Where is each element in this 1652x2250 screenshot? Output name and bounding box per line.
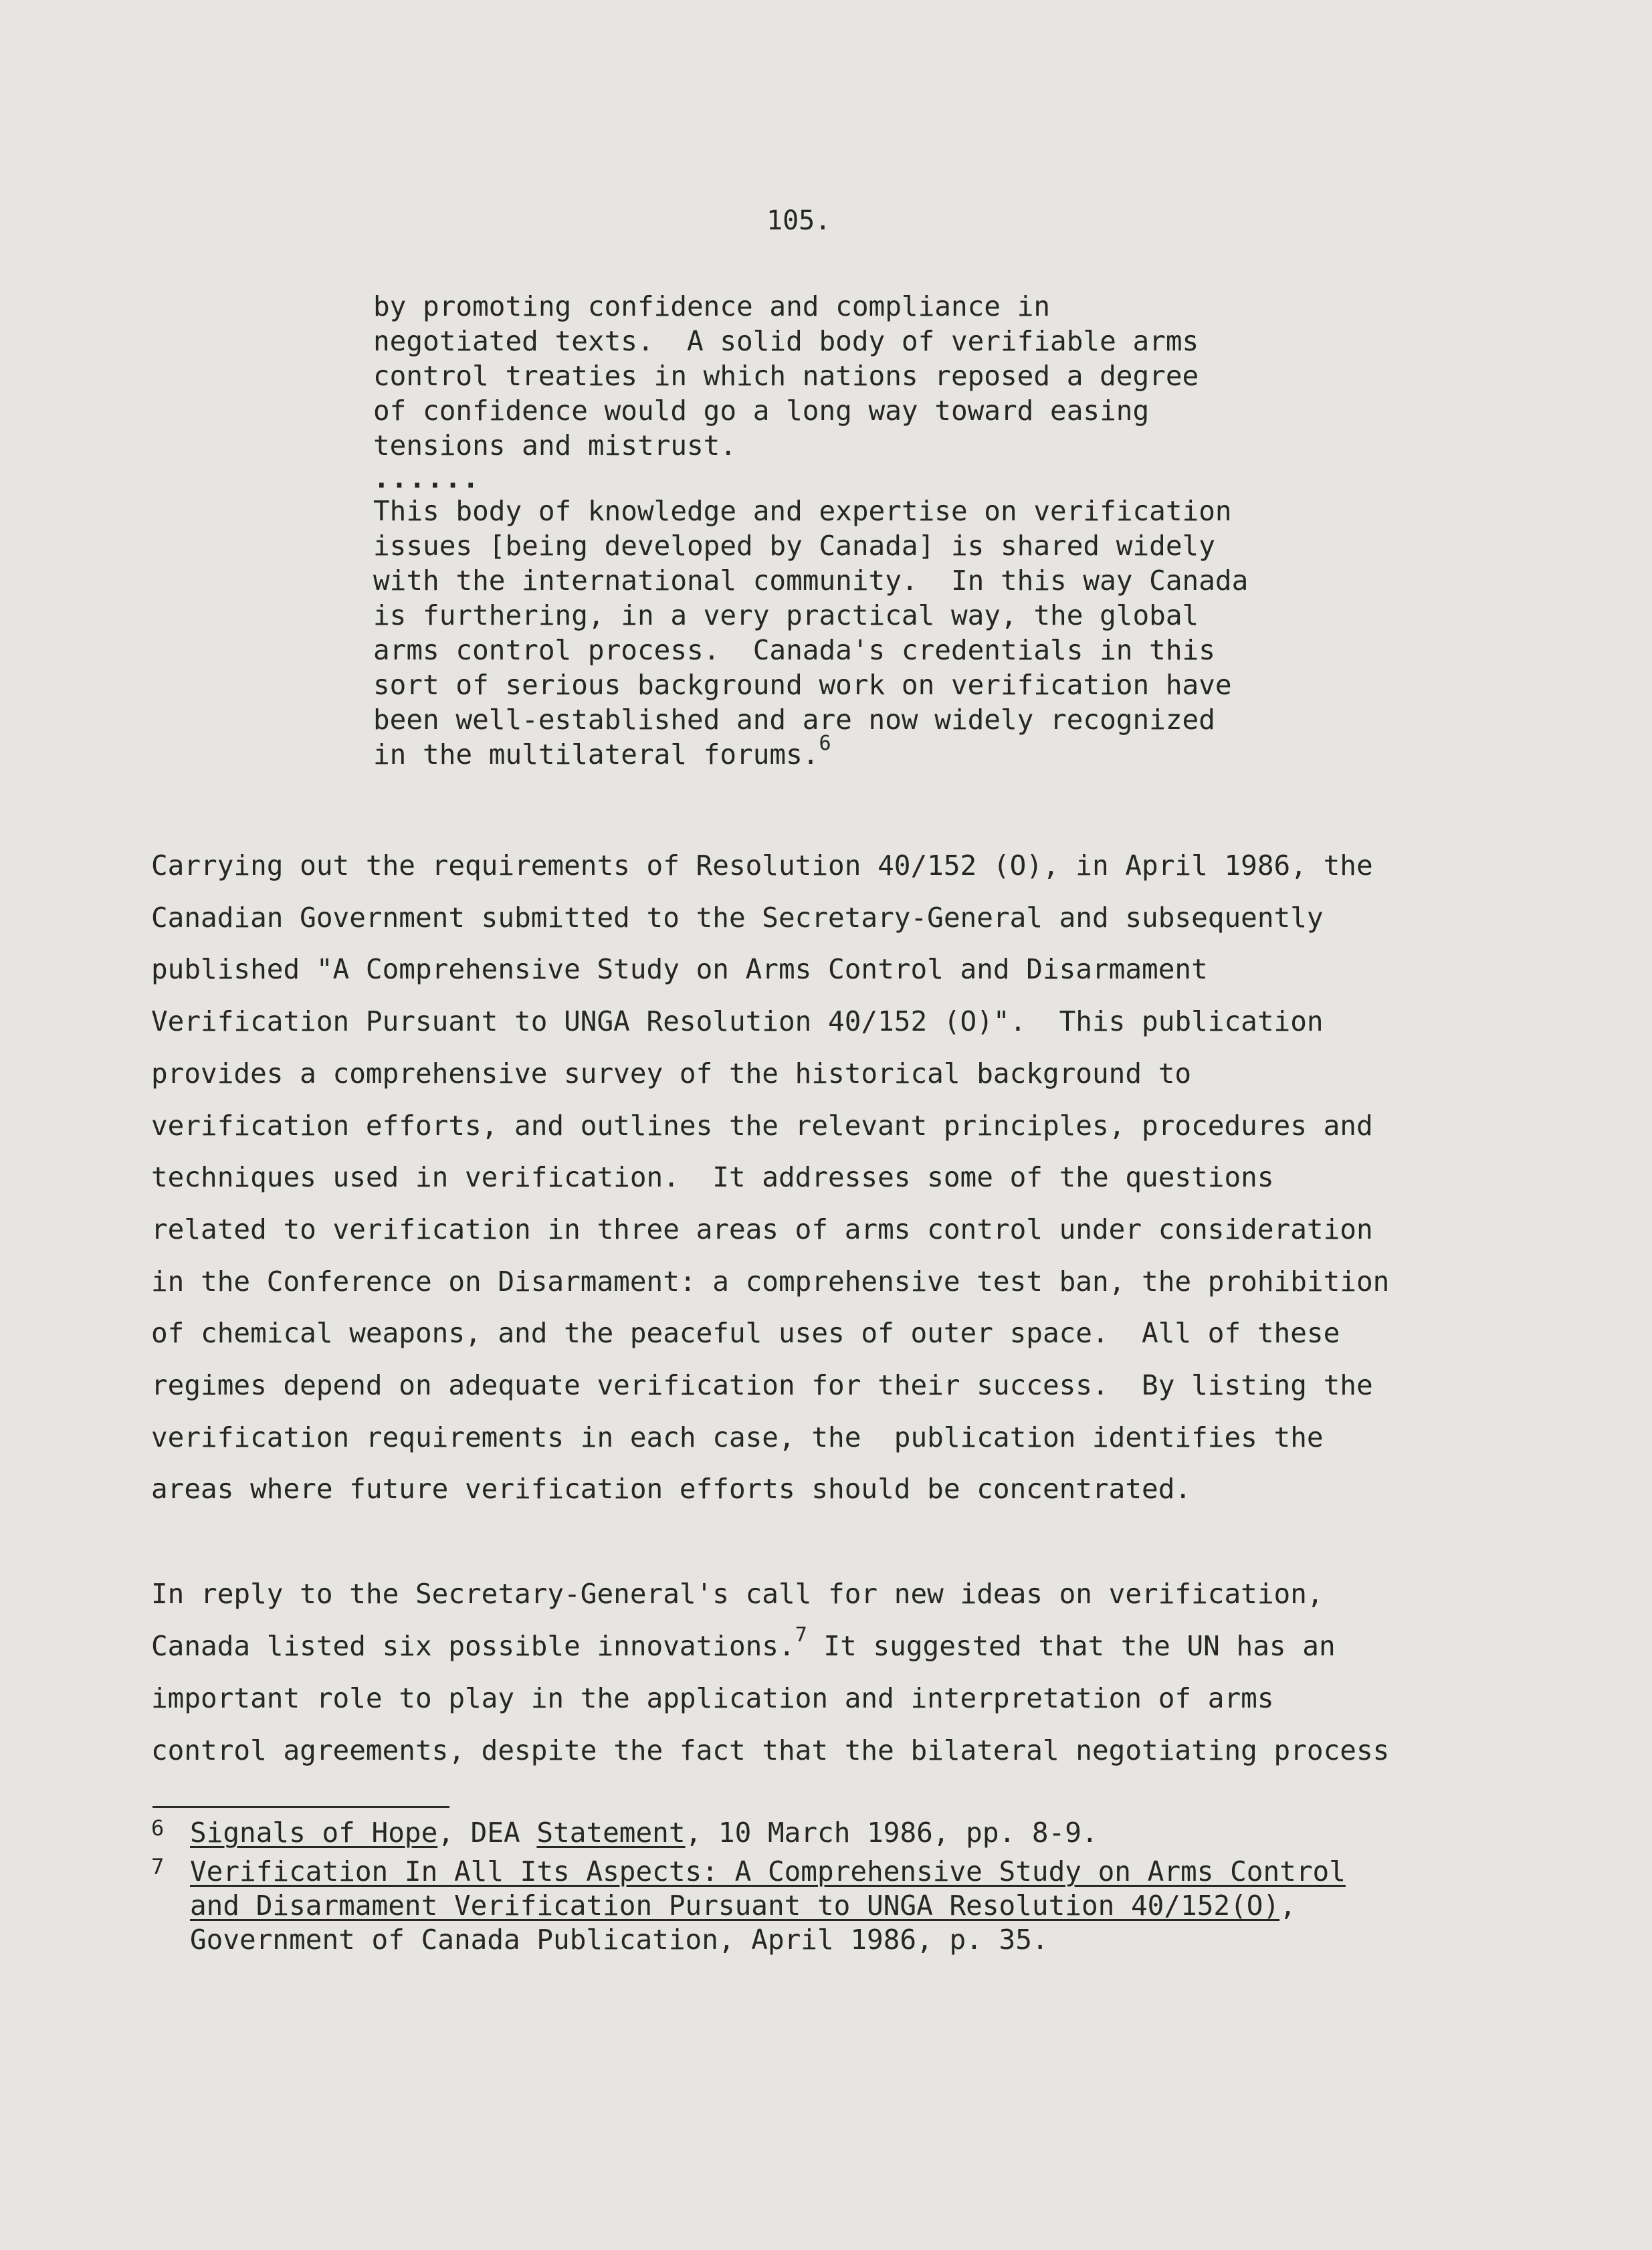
paragraph-line: Canadian Government submitted to the Secretary-General and subsequently	[151, 901, 1324, 934]
footnote-6	[151, 1811, 1556, 1850]
quote-line: negotiated texts. A solid body of verifiable arms	[373, 325, 1199, 357]
footnotes	[151, 1811, 1556, 1957]
quote-line: This body of knowledge and expertise on verification	[373, 495, 1232, 527]
paragraph-line: verification requirements in each case, the publication identifies the	[151, 1421, 1324, 1453]
footnote-7-publisher: Government of Canada Publication, April 1986, p. 35.	[190, 1924, 1049, 1956]
paragraph-line: In reply to the Secretary-General's call for new ideas on verification,	[151, 1578, 1324, 1610]
quote-line: issues [being developed by Canada] is shared widely	[373, 530, 1215, 562]
footnote-source: Statement	[536, 1817, 686, 1849]
paragraph-text: It suggested that the UN has an	[807, 1630, 1336, 1662]
quote-line: by promoting confidence and compliance in	[373, 290, 1051, 322]
paragraph-line: Verification Pursuant to UNGA Resolution 40/152 (O)". This publication	[151, 1005, 1324, 1038]
quote-line: of confidence would go a long way toward easing	[373, 395, 1150, 427]
paragraph-line	[151, 1620, 1529, 1672]
paragraph-1	[151, 840, 1529, 1516]
block-quote	[373, 289, 1376, 772]
footnote-7-continued	[151, 1889, 1556, 1923]
quote-line: arms control process. Canada's credentials in this	[373, 634, 1215, 666]
quote-line: control treaties in which nations reposed a degree	[373, 360, 1199, 392]
paragraph-text: Canada listed six possible innovations.	[151, 1630, 795, 1662]
quote-line: been well-established and are now widely recognized	[373, 704, 1215, 736]
paragraph-line: areas where future verification efforts should be concentrated.	[151, 1473, 1192, 1506]
paragraph-line: published "A Comprehensive Study on Arms Control and Disarmament	[151, 953, 1208, 986]
page-number: 105.	[766, 205, 831, 236]
quote-line: tensions and mistrust.	[373, 429, 737, 462]
paragraph-line: related to verification in three areas of arms control under consideration	[151, 1213, 1373, 1245]
quote-line: with the international community. In this way Canada	[373, 565, 1249, 597]
footnote-reference-7: 7	[795, 1623, 807, 1647]
paragraph-line: of chemical weapons, and the peaceful uses of outer space. All of these	[151, 1317, 1340, 1350]
paragraph-line: provides a comprehensive survey of the historical background to	[151, 1057, 1192, 1090]
footnote-divider	[152, 1806, 449, 1808]
footnote-text: , 10 March 1986, pp. 8-9.	[685, 1817, 1098, 1849]
footnote-mark: 6	[151, 1815, 165, 1841]
footnote-reference-6: 6	[819, 732, 831, 756]
quote-last-line-text: in the multilateral forums.	[373, 738, 819, 771]
paragraph-2	[151, 1568, 1529, 1776]
paragraph-line: techniques used in verification. It addresses some of the questions	[151, 1161, 1274, 1194]
paragraph-line: regimes depend on adequate verification for their success. By listing the	[151, 1369, 1373, 1402]
paragraph-line: Carrying out the requirements of Resolution 40/152 (O), in April 1986, the	[151, 849, 1373, 882]
quote-line	[373, 732, 1376, 772]
paragraph-line: in the Conference on Disarmament: a comprehensive test ban, the prohibition	[151, 1265, 1390, 1298]
quote-line: sort of serious background work on verification have	[373, 669, 1232, 701]
paragraph-line: verification efforts, and outlines the relevant principles, procedures and	[151, 1109, 1373, 1142]
footnote-7	[151, 1850, 1556, 1889]
paragraph-line: control agreements, despite the fact that the bilateral negotiating process	[151, 1734, 1390, 1766]
quote-line: is furthering, in a very practical way, the global	[373, 599, 1199, 631]
footnote-text: , DEA	[437, 1817, 537, 1849]
footnote-title: Signals of Hope	[190, 1817, 438, 1849]
footnote-title: and Disarmament Verification Pursuant to UNGA Resolution 40/152(O)	[190, 1889, 1280, 1922]
footnote-mark: 7	[151, 1854, 165, 1879]
footnote-text: ,	[1279, 1889, 1296, 1922]
paragraph-line: important role to play in the application and interpretation of arms	[151, 1682, 1274, 1714]
quote-ellipsis: ......	[373, 462, 481, 494]
footnote-title: Verification In All Its Aspects: A Comprehensive Study on Arms Control	[190, 1855, 1346, 1887]
